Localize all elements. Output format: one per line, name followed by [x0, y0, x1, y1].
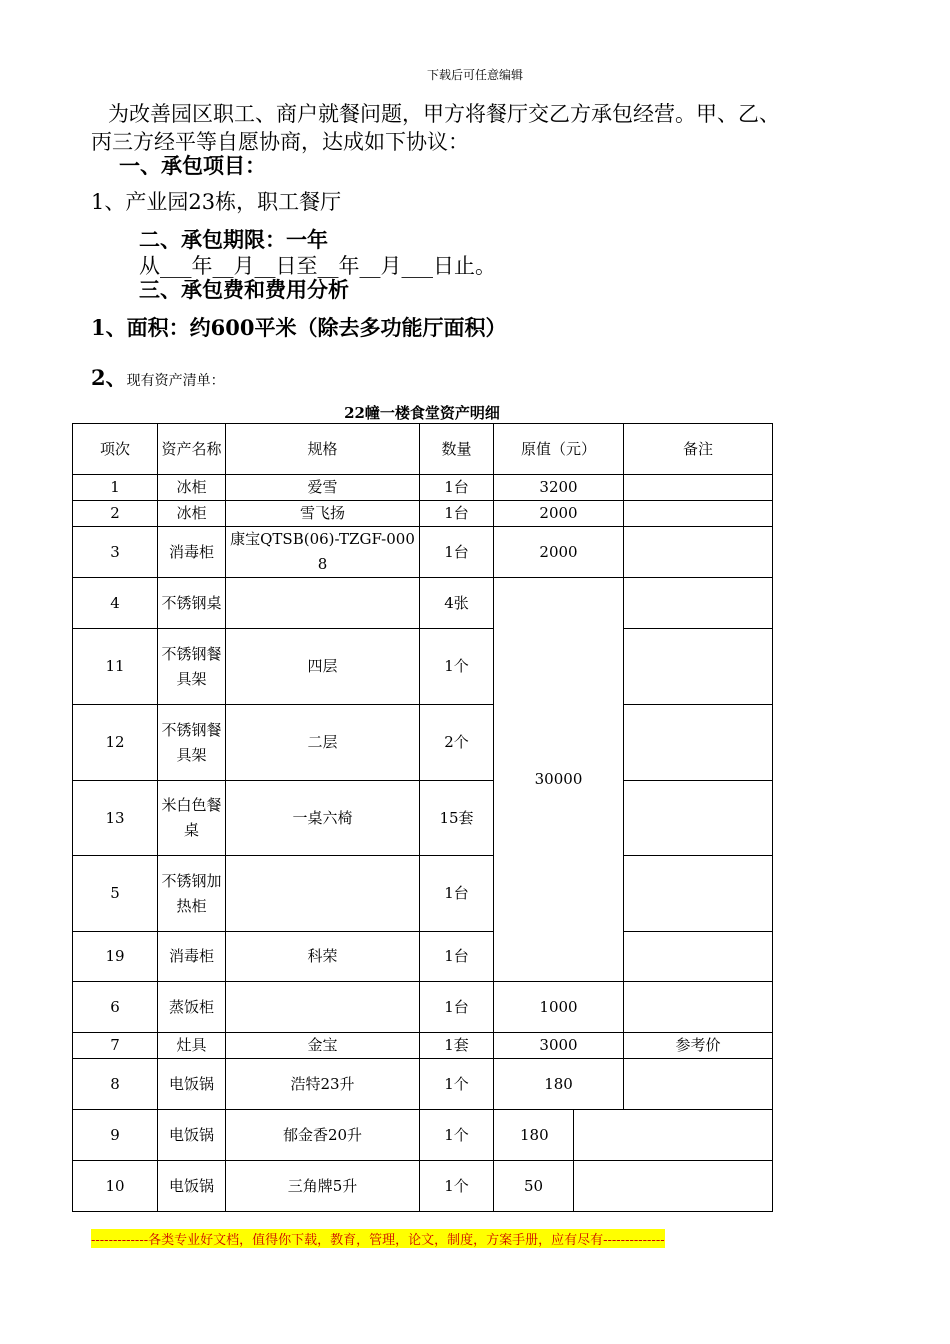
cell-qty: 2个	[420, 705, 494, 781]
cell-no: 8	[73, 1059, 158, 1110]
cell-no: 19	[73, 932, 158, 982]
cell-spec	[226, 856, 420, 932]
cell-qty: 1套	[420, 1033, 494, 1059]
cell-note	[624, 475, 773, 501]
cell-value: 180	[494, 1059, 624, 1110]
asset-list-text: 现有资产清单：	[126, 373, 225, 389]
cell-spec	[226, 578, 420, 629]
cell-no: 2	[73, 501, 158, 527]
section-1-item: 1、产业园23栋，职工餐厅	[91, 190, 342, 214]
cell-note	[624, 501, 773, 527]
cell-no: 7	[73, 1033, 158, 1059]
table-row	[73, 629, 773, 705]
table-row	[73, 1161, 773, 1212]
cell-note	[624, 932, 773, 982]
cell-spec: 一桌六椅	[226, 781, 420, 856]
cell-spec: 浩特23升	[226, 1059, 420, 1110]
cell-name: 电饭锅	[158, 1110, 226, 1161]
cell-spec: 金宝	[226, 1033, 420, 1059]
table-row	[73, 527, 773, 578]
cell-no: 3	[73, 527, 158, 578]
cell-value: 3000	[494, 1033, 624, 1059]
header-cell: 原值（元）	[494, 424, 624, 475]
section-2-heading: 二、承包期限：一年	[139, 227, 328, 252]
cell-value: 180	[494, 1110, 574, 1161]
asset-table	[72, 423, 773, 1212]
cell-qty: 1台	[420, 475, 494, 501]
table-caption: 22幢一楼食堂资产明细	[344, 404, 500, 422]
cell-note	[624, 527, 773, 578]
cell-value: 1000	[494, 982, 624, 1033]
table-row	[73, 856, 773, 932]
cell-name: 消毒柜	[158, 932, 226, 982]
cell-qty: 15套	[420, 781, 494, 856]
cell-note	[624, 982, 773, 1033]
cell-spec: 三角牌5升	[226, 1161, 420, 1212]
cell-note	[624, 578, 773, 629]
cell-no: 9	[73, 1110, 158, 1161]
asset-list-label	[91, 362, 225, 392]
cell-no: 10	[73, 1161, 158, 1212]
cell-no: 6	[73, 982, 158, 1033]
cell-no: 1	[73, 475, 158, 501]
cell-value: 3200	[494, 475, 624, 501]
cell-note	[574, 1161, 773, 1212]
table-row	[73, 1033, 773, 1059]
header-cell: 备注	[624, 424, 773, 475]
cell-no: 12	[73, 705, 158, 781]
cell-qty: 1台	[420, 932, 494, 982]
header-cell: 规格	[226, 424, 420, 475]
cell-note	[624, 629, 773, 705]
cell-value: 50	[494, 1161, 574, 1212]
cell-qty: 1台	[420, 856, 494, 932]
section-1-heading: 一、承包项目：	[119, 153, 266, 178]
cell-note: 参考价	[624, 1033, 773, 1059]
cell-note	[624, 781, 773, 856]
page-header: 下载后可任意编辑	[426, 68, 523, 82]
contract-period: 从___年__月__日至__年__月___日止。	[139, 254, 496, 278]
cell-qty: 4张	[420, 578, 494, 629]
cell-name: 蒸饭柜	[158, 982, 226, 1033]
cell-name: 灶具	[158, 1033, 226, 1059]
cell-name: 米白色餐桌	[158, 781, 226, 856]
cell-name: 不锈钢桌	[158, 578, 226, 629]
footer-banner: -------------各类专业好文档，值得你下载，教育，管理，论文，制度，方案手册，应有尽有--------------	[91, 1229, 665, 1248]
table-row	[73, 1110, 773, 1161]
intro-line-1: 为改善园区职工、商户就餐问题，甲方将餐厅交乙方承包经营。甲、乙、	[108, 102, 780, 126]
asset-list-number: 2、	[91, 365, 127, 390]
cell-name: 不锈钢餐具架	[158, 629, 226, 705]
cell-name: 不锈钢餐具架	[158, 705, 226, 781]
cell-qty: 1个	[420, 1161, 494, 1212]
cell-qty: 1个	[420, 629, 494, 705]
cell-spec: 科荣	[226, 932, 420, 982]
cell-no: 11	[73, 629, 158, 705]
table-row	[73, 932, 773, 982]
cell-merged-value: 30000	[494, 578, 624, 982]
cell-note	[624, 1059, 773, 1110]
intro-line-2: 丙三方经平等自愿协商，达成如下协议：	[91, 130, 469, 154]
table-row	[73, 475, 773, 501]
cell-spec: 康宝QTSB(06)-TZGF-0008	[226, 527, 420, 578]
cell-qty: 1台	[420, 501, 494, 527]
cell-name: 不锈钢加热柜	[158, 856, 226, 932]
cell-note	[624, 856, 773, 932]
table-row	[73, 578, 773, 629]
header-cell: 数量	[420, 424, 494, 475]
area-line: 1、面积：约600平米（除去多功能厅面积）	[91, 315, 507, 340]
cell-no: 4	[73, 578, 158, 629]
table-row	[73, 1059, 773, 1110]
cell-no: 13	[73, 781, 158, 856]
cell-spec: 郁金香20升	[226, 1110, 420, 1161]
cell-spec: 爱雪	[226, 475, 420, 501]
cell-name: 消毒柜	[158, 527, 226, 578]
cell-value: 2000	[494, 527, 624, 578]
cell-spec: 雪飞扬	[226, 501, 420, 527]
header-cell: 资产名称	[158, 424, 226, 475]
cell-spec: 四层	[226, 629, 420, 705]
table-row	[73, 705, 773, 781]
cell-spec	[226, 982, 420, 1033]
cell-qty: 1个	[420, 1110, 494, 1161]
cell-name: 电饭锅	[158, 1059, 226, 1110]
cell-no: 5	[73, 856, 158, 932]
cell-qty: 1个	[420, 1059, 494, 1110]
cell-name: 冰柜	[158, 501, 226, 527]
cell-qty: 1台	[420, 982, 494, 1033]
table-row	[73, 781, 773, 856]
header-cell: 项次	[73, 424, 158, 475]
section-3-heading: 三、承包费和费用分析	[139, 277, 349, 302]
cell-name: 冰柜	[158, 475, 226, 501]
cell-qty: 1台	[420, 527, 494, 578]
cell-note	[624, 705, 773, 781]
cell-value: 2000	[494, 501, 624, 527]
table-header-row	[73, 424, 773, 475]
cell-spec: 二层	[226, 705, 420, 781]
table-row	[73, 501, 773, 527]
table-row	[73, 982, 773, 1033]
cell-note	[574, 1110, 773, 1161]
cell-name: 电饭锅	[158, 1161, 226, 1212]
